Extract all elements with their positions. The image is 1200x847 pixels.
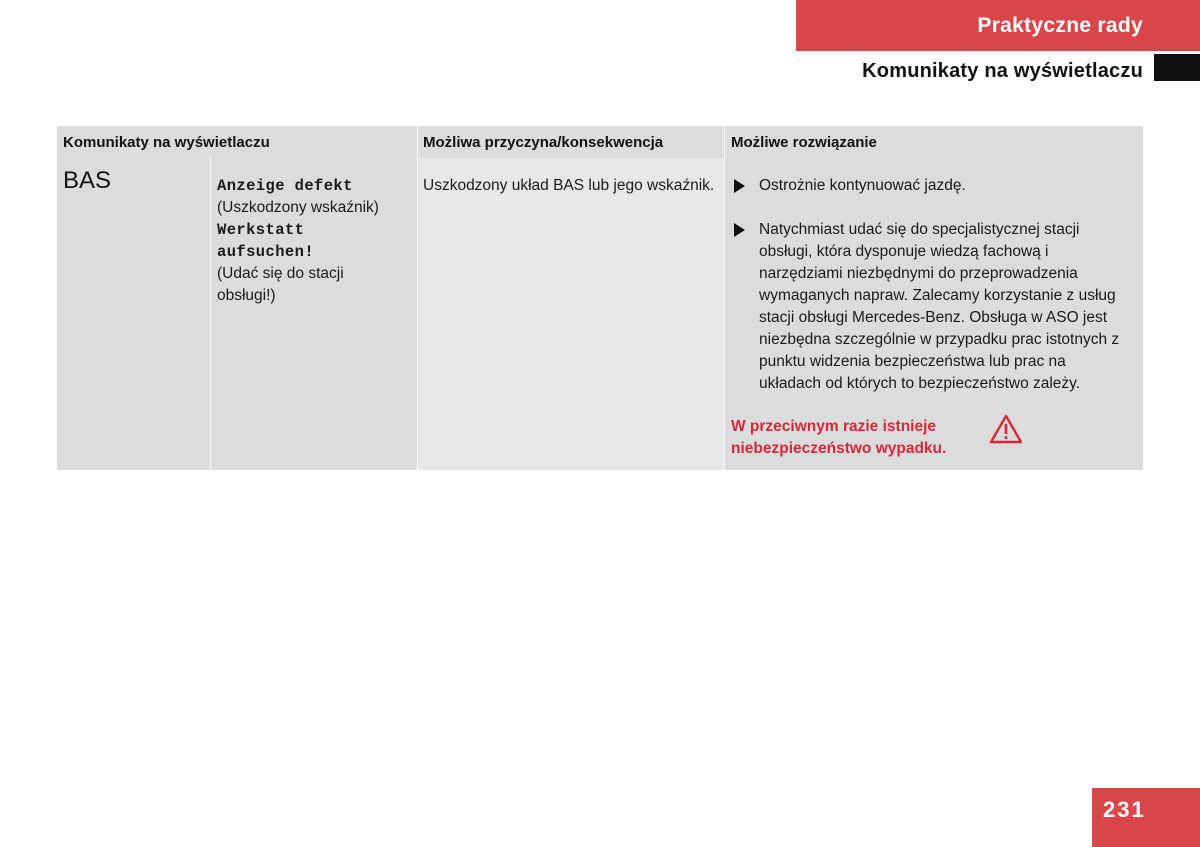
message-german-2a: Werkstatt [217, 221, 305, 239]
section-tab [796, 0, 1200, 51]
cause-cell [418, 158, 724, 470]
subtitle-marker [1154, 54, 1200, 81]
solution-step-text: Natychmiast udać się do specjalistycznej stacji obsługi, która dysponuje wiedzą fachową i narzędziami niezbędnymi do przeprowadzenia wymaganych napraw. Zalecamy korzystanie z usług stacji obsługi Mercedes-Benz. Obsługa w ASO jest niezbędna szczególnie w przypadku prac istotnych z punktu widzenia bezpieczeństwa lub prac na układach od których to bezpieczeństwo zależy. [759, 221, 1120, 392]
solution-step [731, 219, 1129, 395]
page-number-text: 231 [1103, 797, 1146, 822]
triangle-right-icon [734, 179, 745, 193]
solution-cell [725, 158, 1143, 470]
warning-note [731, 416, 991, 460]
page-subtitle: Komunikaty na wyświetlaczu [862, 60, 1143, 82]
display-message-cell [211, 158, 417, 470]
display-code: BAS [63, 167, 112, 194]
message-german-1: Anzeige defekt [217, 177, 353, 195]
cause-text: Uszkodzony układ BAS lub jego wskaźnik. [423, 177, 715, 194]
solution-step [731, 175, 1129, 197]
message-german-2b: aufsuchen! [217, 243, 315, 261]
column-header-solution: Możliwe rozwiązanie [725, 126, 1143, 158]
message-translation-2b: obsługi!) [217, 287, 276, 304]
section-title: Praktyczne rady [977, 13, 1143, 37]
messages-table [57, 126, 1143, 470]
warning-text: W przeciwnym razie istnieje niebezpieczeństwo wypadku. [731, 418, 947, 457]
message-translation-2a: (Udać się do stacji [217, 265, 344, 282]
triangle-right-icon [734, 223, 745, 237]
warning-triangle-icon [989, 414, 1023, 444]
solution-step-text: Ostrożnie kontynuować jazdę. [759, 177, 966, 194]
display-code-cell [57, 158, 210, 470]
message-translation-1: (Uszkodzony wskaźnik) [217, 199, 379, 216]
column-header-message: Komunikaty na wyświetlaczu [57, 126, 417, 158]
page-number [1092, 788, 1200, 847]
column-header-cause: Możliwa przyczyna/konsekwencja [418, 126, 724, 158]
